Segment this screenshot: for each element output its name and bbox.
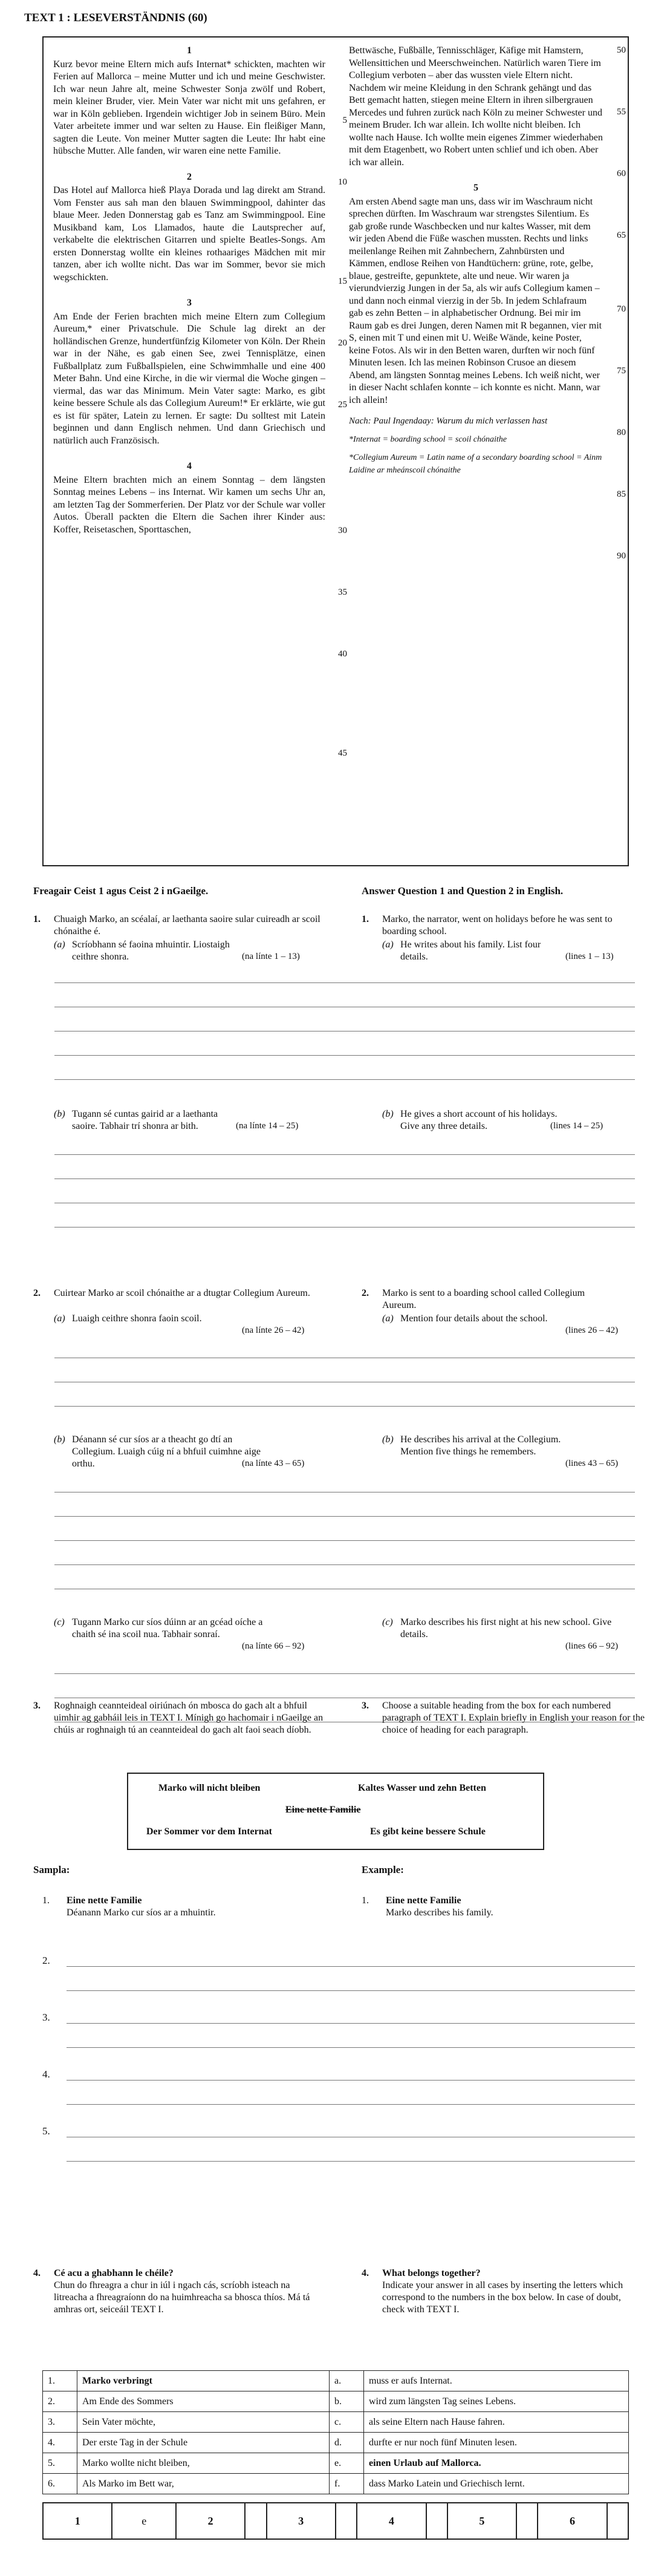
section-number: 1 — [187, 45, 192, 56]
q2b-irish — [54, 1434, 272, 1470]
table-row — [43, 2391, 629, 2412]
q1-irish — [33, 914, 330, 938]
q1-english — [362, 914, 640, 938]
q1a-text-en: He writes about his family. List four details. — [400, 940, 541, 962]
q4-text-en: Indicate your answer in all cases by inserting the letters which correspond to the numbers in the box below. In case of doubt, check with TEXT I. — [382, 2280, 623, 2315]
q1a-irish — [54, 939, 253, 963]
table-row — [43, 2371, 629, 2391]
row-start: Am Ende des Sommers — [77, 2391, 330, 2412]
line-number: 15 — [338, 276, 347, 286]
table-row — [43, 2412, 629, 2433]
answer-letter-cell[interactable] — [516, 2503, 538, 2539]
q1a-text-ga: Scríobhann sé faoina mhuintir. Liostaigh ceithre shonra. — [72, 940, 230, 962]
q2a-label: (a) — [382, 1313, 394, 1324]
q3-number: 3. — [33, 1701, 41, 1711]
line-number: 60 — [617, 169, 626, 178]
q2a-range-ga: (na línte 26 – 42) — [242, 1326, 305, 1335]
paragraph-5: Am ersten Abend sagte man uns, dass wir im Waschraum nicht sprechen dürften. Im Waschraum war strengstes Silentium. Es gab große runde Waschbecken und nur kaltes Wasser, mit dem wir jeden Abend die Füße waschen mussten. Rechts und links meilenlange Reihen mit Zahnbechern, Zahnbürsten und Kämmen, endlose Reihen von Handtüchern: grüne, rote, gelbe, blaue, gestreifte, gepunktete, alte und neue. Wir waren ja vierundvierzig Jungen in der 5a, als wir aufs Collegium kamen – und dann noch einmal vierzig in der 5b. In jedem Schlafraum gab es zehn Betten – in alphabetischer Ordnung. Bei mir im Raum gab es drei Jungen, deren Namen mit R begannen, vier mit S, einen mit T und einen mit U. Weiße Wände, keine Poster, keine Fotos. Als wir in den Betten waren, durften wir noch fünf Minuten lesen. Ich las meinen Robinson Crusoe an diesem Abend, am längsten Sonntag meines Lebens. Ich weiß nicht, wer in dieser Nacht schlafen konnte – ich konnte es nicht. Mann, war ich allein! — [349, 196, 602, 405]
q2c-range-en: (lines 66 – 92) — [565, 1641, 619, 1651]
row-number: 4. — [43, 2433, 77, 2453]
example-number: 1. — [42, 1895, 50, 1906]
row-letter: e. — [330, 2453, 364, 2474]
q1a-label: (a) — [54, 940, 65, 950]
q2a-label: (a) — [54, 1313, 65, 1324]
section-number: 4 — [187, 461, 192, 471]
row-number: 6. — [43, 2474, 77, 2494]
answer-number: 2. — [42, 1955, 50, 1966]
line-number: 40 — [338, 649, 347, 659]
q2b-range-ga: (na línte 43 – 65) — [242, 1459, 305, 1468]
q4-title-en: What belongs together? — [382, 2268, 481, 2278]
row-letter: d. — [330, 2433, 364, 2453]
q1a-range-en: (lines 1 – 13) — [565, 952, 614, 961]
q1b-label: (b) — [54, 1109, 65, 1119]
paragraph-2: Das Hotel auf Mallorca hieß Playa Dorada und lag direkt am Strand. Vom Fenster aus sah man den blauen Swimmingpool, dahinter das blaue Meer. Jeden Donnerstag gab es Tanz am Swimmingpool. Eine Musikband kam, Los Llamados, haute die Lautsprecher auf, verkabelte die elektrischen Gitarren und spielte Beatles-Songs. Am ersten Donnerstag wollte ein kleines rothaariges Mädchen mit mir tanzen, aber ich wollte nicht. Das war im Sommer, bevor sie mich wegschickten. — [53, 185, 325, 283]
q2b-label: (b) — [54, 1434, 65, 1445]
reading-text-box — [42, 36, 629, 866]
table-row — [43, 2474, 629, 2494]
answer-number-cell: 6 — [538, 2503, 607, 2539]
line-number: 30 — [338, 526, 347, 535]
text-left-column — [53, 38, 325, 536]
row-letter: c. — [330, 2412, 364, 2433]
footnote-internat: *Internat = boarding school = scoil chónaithe — [349, 434, 507, 444]
q2b-range-en: (lines 43 – 65) — [565, 1459, 619, 1468]
q3-english — [362, 1700, 646, 1736]
q2c-irish — [54, 1617, 278, 1641]
row-letter: a. — [330, 2371, 364, 2391]
sample-label: Sampla: — [33, 1864, 70, 1875]
line-number: 20 — [338, 338, 347, 348]
section-number: 2 — [187, 171, 192, 182]
row-end: einen Urlaub auf Mallorca. — [364, 2453, 629, 2474]
q2-irish — [33, 1287, 311, 1299]
paragraph-4: Meine Eltern brachten mich an einem Sonntag – dem längsten Sonntag meines Lebens – ins Internat. Wir kamen um sechs Uhr an, am letzten Tag der Sommerferien. Der Platz vor der Schule war voller Autos. Überall packten die Eltern die Sachen ihrer Kinder aus: Koffer, Reisetaschen, Sporttaschen, — [53, 474, 325, 535]
row-start: Marko wollte nicht bleiben, — [77, 2453, 330, 2474]
line-number: 70 — [617, 304, 626, 314]
q3-irish — [33, 1700, 330, 1736]
q4-text-ga: Chun do fhreagra a chur in iúl i ngach cás, scríobh isteach na litreacha a fhreagraíonn do na huimhreacha sa bhosca thíos. Má tá amhras ort, seiceáil TEXT I. — [54, 2280, 310, 2315]
answer-letter-cell[interactable] — [336, 2503, 357, 2539]
q2a-text-en: Mention four details about the school. — [400, 1313, 548, 1324]
answer-number: 4. — [42, 2068, 50, 2080]
line-number: 35 — [338, 587, 347, 597]
q1b-irish — [54, 1108, 235, 1133]
q4-irish — [33, 2267, 324, 2316]
text-right-column — [349, 38, 603, 477]
q1b-text-ga: Tugann sé cuntas gairid ar a laethanta saoire. Tabhair trí shonra ar bith. — [72, 1109, 218, 1131]
line-number: 85 — [617, 489, 626, 499]
heading-option-used: Eine nette Familie — [285, 1805, 361, 1815]
row-number: 2. — [43, 2391, 77, 2412]
row-number: 3. — [43, 2412, 77, 2433]
q2c-english — [382, 1617, 612, 1641]
row-start: Der erste Tag in der Schule — [77, 2433, 330, 2453]
heading-option: Kaltes Wasser und zehn Betten — [358, 1783, 486, 1793]
paragraph-1: Kurz bevor meine Eltern mich aufs Internat* schickten, machten wir Ferien auf Mallorca – meine Mutter und ich und meine Geschwister. Ich war neun Jahre alt, meine Schwester Sonja zwölf und Robert, mein kleiner Bruder, vier. Mein Vater war nicht mit uns gefahren, er war in Köln geblieben. Irgendein wichtiger Job in seinem Büro. Mein Vater arbeitete immer und war selten zu Hause. Ein fleißiger Mann, sagten die Leute. Von meiner Mutter sagten die Leute: Ihr habt eine hübsche Mutter. Alle fanden, wir waren eine nette Familie. — [53, 59, 325, 156]
q2b-text-en: He describes his arrival at the Collegium. Mention five things he remembers. — [400, 1434, 561, 1457]
answer-letter-cell[interactable]: e — [112, 2503, 176, 2539]
q2-english — [362, 1287, 603, 1312]
answer-number-cell: 4 — [357, 2503, 426, 2539]
q1b-range-ga: (na línte 14 – 25) — [236, 1121, 299, 1131]
row-end: muss er aufs Internat. — [364, 2371, 629, 2391]
page-title: TEXT 1 : LESEVERSTÄNDNIS (60) — [24, 11, 207, 24]
matching-table — [42, 2370, 629, 2494]
section-number: 5 — [473, 183, 478, 193]
row-letter: b. — [330, 2391, 364, 2412]
q1b-english — [382, 1108, 564, 1133]
answer-letter-cell[interactable] — [245, 2503, 266, 2539]
row-end: dass Marko Latein und Griechisch lernt. — [364, 2474, 629, 2494]
q4-english — [362, 2267, 628, 2316]
row-start: Marko verbringt — [77, 2371, 330, 2391]
paragraph-4-cont: Bettwäsche, Fußbälle, Tennisschläger, Käfige mit Hamstern, Wellensittichen und Meerschweinchen. Natürlich waren Tiere im Collegium verboten – aber das wussten viele Eltern nicht. Nachdem wir meine Kleidung in den Schrank gehängt und das Bett gemacht hatten, stiegen meine Eltern in ihren silbergrauen Mercedes und fuhren zurück nach Köln zu meiner Schwester und meinem Bruder. Ich war allein. Ich wollte nicht bleiben. Ich wollte nach Hause. Ich wollte mein eigenes Zimmer wiederhaben mit dem Etagenbett, wo Robert unten schlief und ich oben. Aber ich war allein. — [349, 45, 603, 168]
q2c-label: (c) — [382, 1617, 393, 1627]
q4-title-ga: Cé acu a ghabhann le chéile? — [54, 2268, 174, 2278]
line-number: 10 — [338, 177, 347, 187]
q1-number: 1. — [33, 914, 41, 924]
q2a-text-ga: Luaigh ceithre shonra faoin scoil. — [72, 1313, 202, 1324]
line-number: 25 — [338, 400, 347, 410]
example-heading: Eine nette Familie — [67, 1895, 142, 1906]
heading-option: Es gibt keine bessere Schule — [370, 1826, 486, 1837]
q2-number: 2. — [33, 1288, 41, 1298]
q2-text-ga: Cuirtear Marko ar scoil chónaithe ar a dtugtar Collegium Aureum. — [54, 1288, 310, 1298]
line-number: 65 — [617, 230, 626, 240]
q1a-range-ga: (na línte 1 – 13) — [242, 952, 300, 961]
q1-number: 1. — [362, 914, 369, 924]
line-number: 90 — [617, 551, 626, 561]
q1-text-en: Marko, the narrator, went on holidays before he was sent to boarding school. — [382, 914, 613, 937]
footnote-collegium: *Collegium Aureum = Latin name of a secondary boarding school = Ainm Laidine ar mheánscoil chónaithe — [349, 453, 602, 475]
q2-text-en: Marko is sent to a boarding school called Collegium Aureum. — [382, 1288, 585, 1310]
answer-number-cell: 3 — [267, 2503, 336, 2539]
answer-number-cell: 5 — [447, 2503, 516, 2539]
answer-number-cell: 1 — [43, 2503, 112, 2539]
source-note: Nach: Paul Ingendaay: Warum du mich verlassen hast — [349, 416, 548, 426]
q3-example-en — [362, 1895, 616, 1919]
line-number: 50 — [617, 45, 626, 55]
q1b-label: (b) — [382, 1109, 394, 1119]
q3-number: 3. — [362, 1701, 369, 1711]
answer-number: 3. — [42, 2012, 50, 2023]
heading-option: Der Sommer vor dem Internat — [146, 1826, 272, 1837]
line-number: 80 — [617, 428, 626, 437]
row-start: Sein Vater möchte, — [77, 2412, 330, 2433]
q2c-text-ga: Tugann Marko cur síos dúinn ar an gcéad oíche a chaith sé ina scoil nua. Tabhair sonraí. — [72, 1617, 263, 1639]
answer-letter-cell[interactable] — [607, 2503, 628, 2539]
row-letter: f. — [330, 2474, 364, 2494]
example-reason-ga: Déanann Marko cur síos ar a mhuintir. — [67, 1907, 216, 1918]
section-number: 3 — [187, 298, 192, 308]
row-end: wird zum längsten Tag seines Lebens. — [364, 2391, 629, 2412]
q2a-english — [382, 1313, 564, 1325]
paragraph-3: Am Ende der Ferien brachten mich meine Eltern zum Collegium Aureum,* einer Privatschule. Die Schule lag direkt an der holländischen Grenze, hundertfünfzig Kilometer von Köln. Der Rhein war in der Nähe, es gab einen See, zwei Tennisplätze, einen Fußballplatz zum Fußballspielen, eine Schwimmhalle und eine 400 Meter Bahn. Und eine Kirche, in die wir viermal die Woche gingen – viermal, das war das Minimum. Mein Vater sagte: Marko, es gibt keine bessere Schule als das Collegium Aureum!* Er erklärte, wie gut es ist für später, Latein zu lernen. Er sagte: Du solltest mit Latein beginnen und dann Englisch nehmen. Und dann Griechisch und natürlich auch Französisch. — [53, 311, 325, 446]
row-end: durfte er nur noch fünf Minuten lesen. — [364, 2433, 629, 2453]
q1a-english — [382, 939, 564, 963]
instruction-english: Answer Question 1 and Question 2 in English. — [362, 885, 564, 897]
q2a-irish — [54, 1313, 235, 1325]
line-number: 55 — [617, 107, 626, 117]
row-end: als seine Eltern nach Hause fahren. — [364, 2412, 629, 2433]
row-number: 5. — [43, 2453, 77, 2474]
q2c-label: (c) — [54, 1617, 65, 1627]
instruction-irish: Freagair Ceist 1 agus Ceist 2 i nGaeilge. — [33, 885, 209, 897]
q2b-label: (b) — [382, 1434, 394, 1445]
q3-text-en: Choose a suitable heading from the box for each numbered paragraph of TEXT I. Explain briefly in English your reason for the choice of heading for each paragraph. — [382, 1701, 645, 1735]
row-number: 1. — [43, 2371, 77, 2391]
heading-option: Marko will nicht bleiben — [158, 1783, 261, 1793]
q1b-range-en: (lines 14 – 25) — [550, 1121, 603, 1131]
q2b-text-ga: Déanann sé cur síos ar a theacht go dtí an Collegium. Luaigh cúig ní a bhfuil cuimhne aige orthu. — [72, 1434, 261, 1469]
q2c-text-en: Marko describes his first night at his new school. Give details. — [400, 1617, 612, 1639]
table-row — [43, 2433, 629, 2453]
answer-number-cell: 2 — [176, 2503, 245, 2539]
q1-text-ga: Chuaigh Marko, an scéalaí, ar laethanta saoire sular cuireadh ar scoil chónaithe é. — [54, 914, 320, 937]
line-number: 75 — [617, 366, 626, 376]
q2a-range-en: (lines 26 – 42) — [565, 1326, 619, 1335]
example-reason-en: Marko describes his family. — [386, 1907, 493, 1918]
table-row — [43, 2453, 629, 2474]
q4-number: 4. — [362, 2268, 369, 2278]
line-number: 5 — [342, 116, 347, 125]
q4-number: 4. — [33, 2268, 41, 2278]
q1b-text-en: He gives a short account of his holidays. Give any three details. — [400, 1109, 558, 1131]
line-number: 45 — [338, 748, 347, 758]
q3-example-ga — [42, 1895, 296, 1919]
heading-box — [127, 1773, 544, 1850]
q3-text-ga: Roghnaigh ceannteideal oiriúnach ón mbosca do gach alt a bhfuil uimhir ag gabháil leis in TEXT I. Mínigh go hachomair i nGaeilge an chúis ar roghnaigh tú an ceannteideal do gach alt faoi seach díobh. — [54, 1701, 324, 1735]
answer-letter-cell[interactable] — [426, 2503, 447, 2539]
q2-number: 2. — [362, 1288, 369, 1298]
row-start: Als Marko im Bett war, — [77, 2474, 330, 2494]
example-heading: Eine nette Familie — [386, 1895, 461, 1906]
answer-grid — [42, 2502, 629, 2540]
q1a-label: (a) — [382, 940, 394, 950]
example-label: Example: — [362, 1864, 404, 1875]
answer-number: 5. — [42, 2125, 50, 2137]
q2c-range-ga: (na línte 66 – 92) — [242, 1641, 305, 1651]
q2b-english — [382, 1434, 564, 1458]
example-number: 1. — [362, 1895, 369, 1906]
